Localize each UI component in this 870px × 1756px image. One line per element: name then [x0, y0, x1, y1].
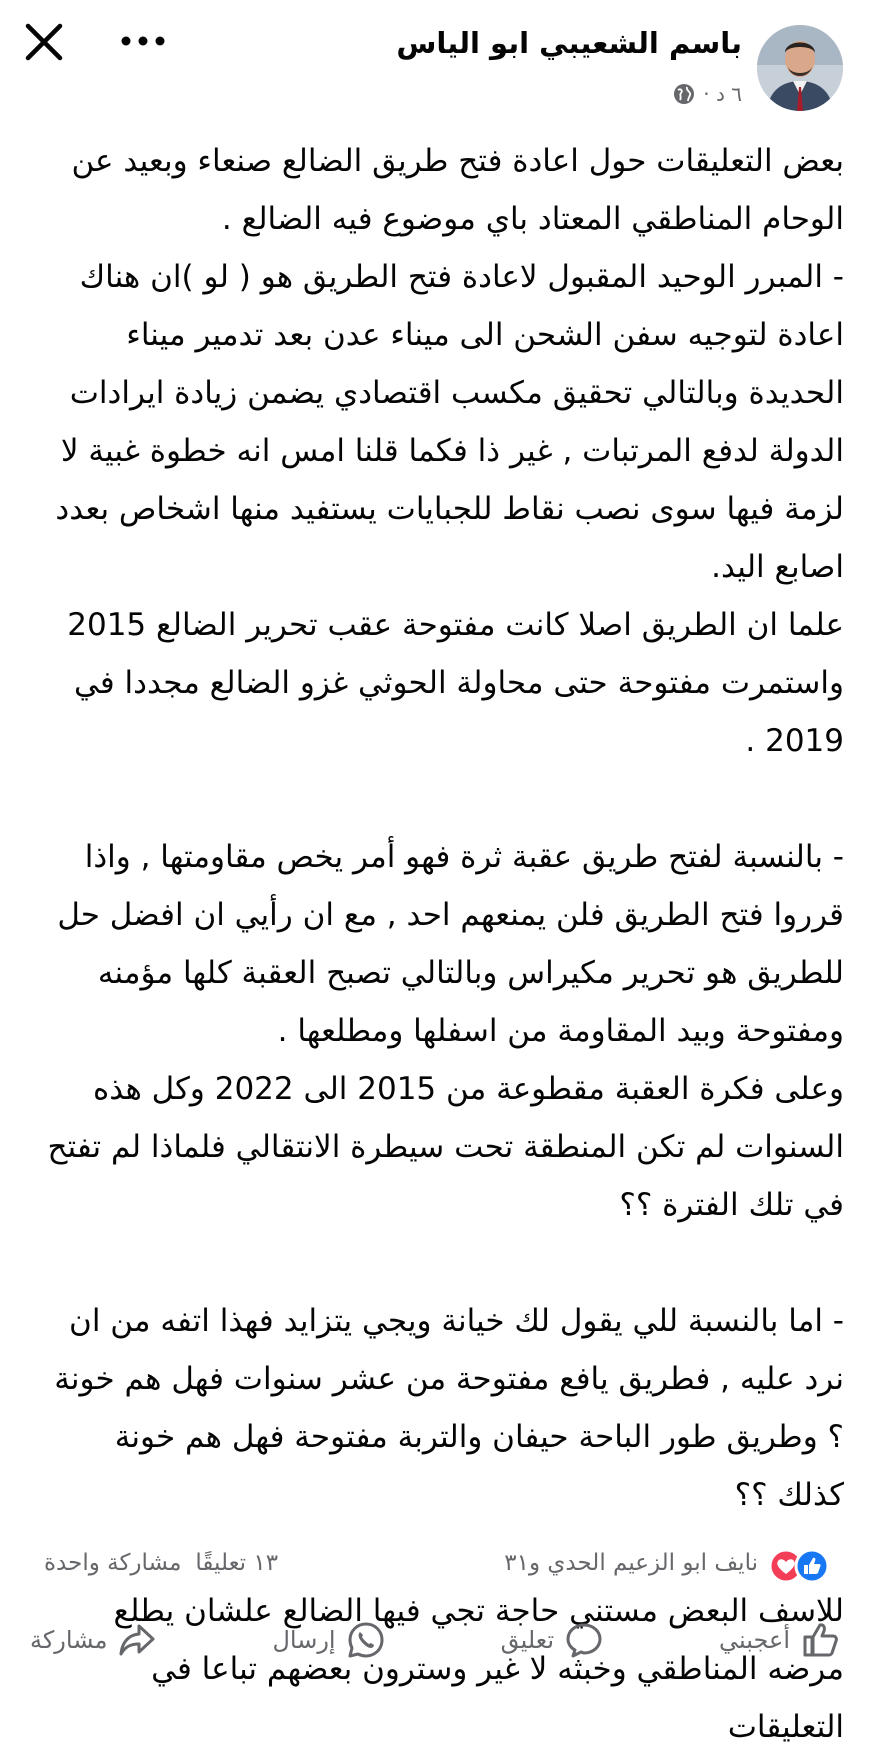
whatsapp-icon: [346, 1620, 386, 1660]
post-time[interactable]: ٦ د ·: [703, 82, 742, 106]
post-body: [44, 132, 844, 1752]
globe-icon: [673, 83, 695, 105]
send-button[interactable]: [272, 1610, 385, 1670]
share-button[interactable]: [30, 1610, 157, 1670]
engagement-counts: [44, 1550, 278, 1576]
like-reaction-icon: [796, 1550, 828, 1582]
post-paragraph: وعلى فكرة العقبة مقطوعة من 2015 الى 2022 وكل هذه السنوات لم تكن المنطقة تحت سيطرة الانتقالي فلماذا لم تفتح في تلك الفترة ؟؟: [47, 1071, 844, 1223]
post-paragraph: - اما بالنسبة للي يقول لك خيانة ويجي يتزايد فهذا اتفه من ان نرد عليه , فطريق يافع مفتوحة من عشر سنوات فهل هم خونة ؟ وطريق طور الباحة حيفان والتربة مفتوحة فهل هم خونة كذلك ؟؟: [54, 1303, 844, 1513]
post-paragraph: - بالنسبة لفتح طريق عقبة ثرة فهو أمر يخص مقاومتها , واذا قرروا فتح الطريق فلن يمنعهم احد , مع ان رأيي ان افضل حل للطريق هو تحرير مكيراس وبالتالي تصبح العقبة كلها مؤمنه ومفتوحة وبيد المقاومة من اسفلها ومطلعها .: [57, 839, 844, 1049]
comment-icon: [564, 1620, 604, 1660]
post-meta: [673, 82, 742, 106]
more-options-icon[interactable]: [118, 26, 168, 56]
comment-button[interactable]: [501, 1610, 604, 1670]
comment-label: تعليق: [500, 1626, 555, 1654]
post-paragraph: [44, 1234, 844, 1292]
like-icon: [800, 1620, 840, 1660]
reactions-bar: [0, 1540, 870, 1590]
author-name[interactable]: باسم الشعيبي ابو الياس: [396, 26, 742, 60]
share-icon: [117, 1620, 157, 1660]
like-button[interactable]: [719, 1610, 840, 1670]
post-paragraph: بعض التعليقات حول اعادة فتح طريق الضالع صنعاء وبعيد عن الوحام المناطقي المعتاد باي موضوع فيه الضالع .: [71, 143, 844, 237]
post-paragraph: للاسف البعض مستني حاجة تجي فيها الضالع علشان يطلع مرضه المناطقي وخبثه لا غير وسترون بعضهم تباعا في التعليقات: [113, 1593, 844, 1745]
post-paragraph: [44, 770, 844, 828]
send-label: إرسال: [272, 1626, 336, 1654]
post-header: [0, 0, 870, 125]
reaction-names[interactable]: نايف ابو الزعيم الحدي و٣١: [504, 1550, 758, 1576]
post-paragraph: - المبرر الوحيد المقبول لاعادة فتح الطريق هو ( لو )ان هناك اعادة لتوجيه سفن الشحن الى ميناء عدن بعد تدمير ميناء الحديدة وبالتالي تحقيق مكسب اقتصادي يضمن زيادة ايرادات الدولة لدفع المرتبات , غير ذا فكما قلنا امس انه خطوة غبية لا لزمة فيها سوى نصب نقاط للجبايات يستفيد منها اشخاص بعدد اصابع اليد.: [55, 259, 844, 585]
shares-count[interactable]: مشاركة واحدة: [44, 1550, 182, 1576]
reaction-icons[interactable]: [764, 1546, 834, 1586]
post-paragraph: علما ان الطريق اصلا كانت مفتوحة عقب تحرير الضالع 2015 واستمرت مفتوحة حتى محاولة الحوثي غزو الضالع مجددا في 2019 .: [67, 607, 844, 759]
action-bar: [0, 1610, 870, 1670]
close-icon[interactable]: [22, 20, 66, 64]
like-label: أعجبني: [719, 1626, 790, 1654]
comments-count[interactable]: ١٣ تعليقًا: [195, 1550, 279, 1576]
share-label: مشاركة: [30, 1626, 108, 1654]
author-avatar[interactable]: [757, 25, 843, 111]
